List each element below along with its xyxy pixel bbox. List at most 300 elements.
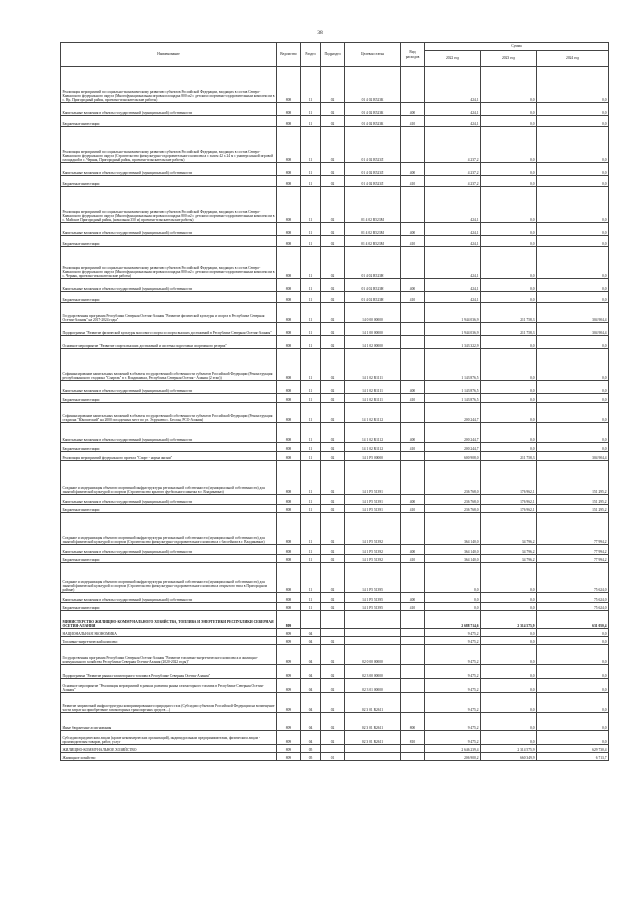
cell-vid-rashodov: 400 (401, 163, 425, 176)
cell-vid-rashodov: 410 (401, 292, 425, 303)
cell-vedomstvo: 808 (277, 403, 301, 423)
cell-2023: 0,0 (481, 603, 537, 611)
cell-vedomstvo: 809 (277, 693, 301, 713)
cell-2022: 424,1 (425, 247, 481, 279)
table-row (61, 127, 609, 163)
cell-celevaya-statya: 02 3 01 R2611 (345, 713, 401, 731)
cell-razdel: 11 (301, 452, 321, 461)
cell-podrazdel: 02 (321, 637, 345, 645)
cell-name: НАЦИОНАЛЬНАЯ ЭКОНОМИКА (61, 629, 277, 637)
cell-2022: 0,0 (425, 603, 481, 611)
cell-razdel: 11 (301, 303, 321, 323)
header-year-2023: 2023 год (481, 51, 537, 67)
cell-2024: 0,0 (537, 163, 609, 176)
cell-vedomstvo: 808 (277, 563, 301, 593)
cell-razdel: 05 (301, 745, 321, 753)
cell-2022: 200 244,7 (425, 403, 481, 423)
cell-name: МИНИСТЕРСТВО ЖИЛИЩНО-КОММУНАЛЬНОГО ХОЗЯЙСТВА, ТОПЛИВА И ЭНЕРГЕТИКИ РЕСПУБЛИКИ СЕВЕРНАЯ ОСЕТИЯ-АЛАНИЯ (61, 611, 277, 629)
cell-vid-rashodov: 410 (401, 603, 425, 611)
cell-2023: 0,0 (481, 629, 537, 637)
table-row (61, 336, 609, 349)
cell-2022: 424,1 (425, 187, 481, 223)
table-row (61, 461, 609, 495)
cell-name: Реализация мероприятий по социально-экономическому развитию субъектов Российской Федерации, входящих в состав Северо-Кавказского федерального округа (Строительство физкультурно-оздоровительного комплекса с залом 42 х 24 м с универсальной игровой площадкой в с. Черняк, Пригородный район, проектно-изыскательские работы) (61, 127, 277, 163)
table-row (61, 279, 609, 292)
cell-name: Иные бюджетные ассигнования (61, 713, 277, 731)
cell-vid-rashodov (401, 303, 425, 323)
table-row (61, 452, 609, 461)
cell-podrazdel: 02 (321, 127, 345, 163)
cell-2024: 77 994,2 (537, 545, 609, 555)
table-row (61, 745, 609, 753)
cell-vid-rashodov: 410 (401, 555, 425, 563)
cell-2024: 151 295,2 (537, 505, 609, 513)
table-row (61, 593, 609, 603)
cell-razdel: 11 (301, 323, 321, 336)
table-row (61, 693, 609, 713)
cell-podrazdel: 02 (321, 303, 345, 323)
cell-celevaya-statya: 14 1 02 00000 (345, 336, 401, 349)
cell-razdel: 11 (301, 223, 321, 236)
cell-2023: 0,0 (481, 731, 537, 745)
cell-2022: 424,1 (425, 103, 481, 116)
cell-2024: 0,0 (537, 336, 609, 349)
cell-razdel (301, 611, 321, 629)
cell-2023: 0,0 (481, 103, 537, 116)
cell-2023: 0,0 (481, 679, 537, 693)
cell-2023: 0,0 (481, 713, 537, 731)
cell-vid-rashodov (401, 563, 425, 593)
cell-vedomstvo: 808 (277, 303, 301, 323)
table-row (61, 381, 609, 394)
cell-podrazdel: 02 (321, 394, 345, 403)
cell-name: Капитальные вложения в объекты государственной (муниципальной) собственности (61, 423, 277, 443)
cell-razdel: 04 (301, 637, 321, 645)
cell-2024: 77 994,2 (537, 555, 609, 563)
cell-celevaya-statya (345, 753, 401, 761)
cell-podrazdel: 02 (321, 176, 345, 187)
cell-vid-rashodov (401, 629, 425, 637)
cell-razdel: 11 (301, 403, 321, 423)
cell-name: ЖИЛИЩНО-КОММУНАЛЬНОЕ ХОЗЯЙСТВО (61, 745, 277, 753)
cell-2024: 0,0 (537, 187, 609, 223)
cell-2022: 1 944 036,9 (425, 323, 481, 336)
cell-podrazdel: 02 (321, 713, 345, 731)
cell-name: Бюджетные инвестиции (61, 505, 277, 513)
cell-2024: 0,0 (537, 292, 609, 303)
table-row (61, 187, 609, 223)
cell-name: Бюджетные инвестиции (61, 292, 277, 303)
cell-vedomstvo: 808 (277, 505, 301, 513)
cell-podrazdel: 02 (321, 513, 345, 545)
cell-2022: 424,1 (425, 236, 481, 247)
cell-2022: 1 343 322,9 (425, 336, 481, 349)
table-row (61, 394, 609, 403)
table-row (61, 323, 609, 336)
cell-vedomstvo: 809 (277, 629, 301, 637)
table-row (61, 349, 609, 381)
cell-vid-rashodov (401, 127, 425, 163)
cell-razdel: 11 (301, 461, 321, 495)
table-row (61, 513, 609, 545)
cell-vedomstvo: 809 (277, 665, 301, 679)
cell-vedomstvo: 808 (277, 292, 301, 303)
table-row (61, 637, 609, 645)
cell-2022: 1 143 876,5 (425, 349, 481, 381)
cell-celevaya-statya: 02 3 00 00000 (345, 665, 401, 679)
cell-2023: 0,0 (481, 236, 537, 247)
cell-2024: 0,0 (537, 423, 609, 443)
cell-razdel: 11 (301, 505, 321, 513)
cell-name: Государственная программа Республики Северная Осетия-Алания "Развитие топливно-энергетического комплекса и жилищно-коммунального хозяйства Республики Северная Осетия-Алания (2020-2022 годы)" (61, 645, 277, 665)
cell-2023: 2 314 575,9 (481, 611, 537, 629)
cell-2022: 206 900,2 (425, 753, 481, 761)
cell-2022: 364 140,0 (425, 545, 481, 555)
cell-2022: 4 237,2 (425, 163, 481, 176)
cell-2023: 2 314 575,9 (481, 745, 537, 753)
cell-podrazdel: 02 (321, 693, 345, 713)
cell-razdel: 11 (301, 443, 321, 452)
cell-vedomstvo: 808 (277, 127, 301, 163)
cell-2023: 211 758,3 (481, 323, 537, 336)
cell-2024: 0,0 (537, 731, 609, 745)
cell-podrazdel: 02 (321, 555, 345, 563)
table-row (61, 236, 609, 247)
table-row (61, 665, 609, 679)
cell-razdel: 11 (301, 103, 321, 116)
cell-celevaya-statya: 01 4 02 R523К (345, 103, 401, 116)
cell-vid-rashodov (401, 513, 425, 545)
table-row (61, 645, 609, 665)
cell-celevaya-statya: 01 4 02 R523Н (345, 292, 401, 303)
table-row (61, 629, 609, 637)
cell-celevaya-statya: 02 0 00 00000 (345, 645, 401, 665)
cell-name: Капитальные вложения в объекты государственной (муниципальной) собственности (61, 381, 277, 394)
cell-podrazdel (321, 629, 345, 637)
cell-podrazdel: 02 (321, 603, 345, 611)
cell-2022: 1 944 036,9 (425, 303, 481, 323)
cell-2024: 151 295,2 (537, 461, 609, 495)
cell-celevaya-statya: 01 4 02 R523Н (345, 247, 401, 279)
cell-2022: 424,1 (425, 116, 481, 127)
cell-celevaya-statya: 02 3 01 00000 (345, 679, 401, 693)
cell-vid-rashodov (401, 336, 425, 349)
cell-name: Реализация мероприятий по социально-экономическому развитию субъектов Российской Федерации, входящих в состав Северо-Кавказского федерального округа (Многофункциональная игровая площадка 800 м2 с детским спортивно-оздоровительным комплексом в с. Черняк, проектно-изыскательские работы) (61, 247, 277, 279)
cell-podrazdel: 02 (321, 292, 345, 303)
cell-2022: 424,1 (425, 292, 481, 303)
cell-vedomstvo: 808 (277, 223, 301, 236)
cell-2023: 0,0 (481, 349, 537, 381)
cell-vedomstvo: 809 (277, 645, 301, 665)
cell-celevaya-statya: 14 1 P5 51391 (345, 505, 401, 513)
cell-2024: 304 904,4 (537, 323, 609, 336)
cell-celevaya-statya: 14 1 00 00000 (345, 323, 401, 336)
cell-name: Софинансирование капитальных вложений в объекты государственной собственности субъектов Российской Федерации (Реконструкция стадиона "Юношеский" на 2000 посадочных мест по ул. Эсрукаева с. Беслан, РСО-Алания) (61, 403, 277, 423)
cell-vid-rashodov (401, 323, 425, 336)
cell-celevaya-statya: 14 0 00 00000 (345, 303, 401, 323)
table-row (61, 116, 609, 127)
cell-2022: 9 475,2 (425, 693, 481, 713)
cell-2022: 9 475,2 (425, 645, 481, 665)
cell-podrazdel: 02 (321, 116, 345, 127)
cell-2024: 0,0 (537, 176, 609, 187)
cell-razdel: 11 (301, 279, 321, 292)
cell-razdel: 11 (301, 236, 321, 247)
cell-celevaya-statya (345, 611, 401, 629)
cell-2024: 75 624,0 (537, 593, 609, 603)
cell-razdel: 11 (301, 603, 321, 611)
cell-2023: 0,0 (481, 67, 537, 103)
cell-vedomstvo: 808 (277, 394, 301, 403)
cell-podrazdel: 02 (321, 545, 345, 555)
cell-podrazdel: 02 (321, 505, 345, 513)
cell-2023: 0,0 (481, 381, 537, 394)
cell-2023: 0,0 (481, 645, 537, 665)
cell-podrazdel: 02 (321, 443, 345, 452)
cell-podrazdel: 02 (321, 403, 345, 423)
cell-celevaya-statya (345, 745, 401, 753)
table-row (61, 292, 609, 303)
table-row (61, 103, 609, 116)
table-row (61, 247, 609, 279)
cell-2023: 0,0 (481, 176, 537, 187)
cell-podrazdel: 02 (321, 452, 345, 461)
cell-2023: 0,0 (481, 637, 537, 645)
cell-vedomstvo: 808 (277, 461, 301, 495)
cell-2022: 424,1 (425, 279, 481, 292)
cell-podrazdel: 02 (321, 163, 345, 176)
cell-vid-rashodov: 410 (401, 116, 425, 127)
cell-vid-rashodov (401, 637, 425, 645)
cell-vid-rashodov (401, 745, 425, 753)
cell-podrazdel: 02 (321, 679, 345, 693)
cell-2022: 236 768,0 (425, 495, 481, 505)
cell-vedomstvo: 808 (277, 349, 301, 381)
table-row (61, 303, 609, 323)
cell-name: Капитальные вложения в объекты государственной (муниципальной) собственности (61, 163, 277, 176)
cell-vedomstvo: 808 (277, 593, 301, 603)
cell-2023: 0,0 (481, 394, 537, 403)
cell-name: Создание и модернизация объектов спортивной инфраструктуры региональной собственности (муниципальной собственности) для занятий физической культурой и спортом (Строительство физкультурно-оздоровительного комплекса с бассейном в г. Владикавказ) (61, 513, 277, 545)
cell-vedomstvo: 808 (277, 279, 301, 292)
cell-razdel: 04 (301, 665, 321, 679)
cell-2024: 0,0 (537, 693, 609, 713)
table-row (61, 443, 609, 452)
cell-vid-rashodov: 400 (401, 593, 425, 603)
cell-razdel: 05 (301, 753, 321, 761)
cell-celevaya-statya: 14 1 P5 51391 (345, 461, 401, 495)
cell-celevaya-statya: 14 1 02 R1112 (345, 423, 401, 443)
cell-name: Капитальные вложения в объекты государственной (муниципальной) собственности (61, 223, 277, 236)
table-row (61, 403, 609, 423)
cell-name: Подпрограмма "Развитие физической культуры массового спорта и спорта высших достижений в Республике Северная Осетия-Алания" (61, 323, 277, 336)
cell-2022: 2 646 239,4 (425, 745, 481, 753)
cell-2022: 4 237,2 (425, 176, 481, 187)
cell-2022: 0,0 (425, 593, 481, 603)
cell-vid-rashodov: 400 (401, 223, 425, 236)
cell-vid-rashodov: 800 (401, 713, 425, 731)
cell-razdel: 11 (301, 67, 321, 103)
table-row (61, 555, 609, 563)
cell-celevaya-statya: 14 1 02 R1111 (345, 394, 401, 403)
cell-vedomstvo: 808 (277, 116, 301, 127)
cell-razdel: 04 (301, 731, 321, 745)
cell-vedomstvo: 808 (277, 381, 301, 394)
cell-2024: 0,0 (537, 223, 609, 236)
cell-celevaya-statya: 14 1 P5 51391 (345, 495, 401, 505)
cell-vedomstvo: 808 (277, 513, 301, 545)
cell-2022: 0,0 (425, 563, 481, 593)
cell-razdel: 11 (301, 555, 321, 563)
cell-razdel: 04 (301, 679, 321, 693)
cell-2024: 629 730,4 (537, 745, 609, 753)
cell-2023: 0,0 (481, 187, 537, 223)
cell-vid-rashodov: 400 (401, 103, 425, 116)
cell-vid-rashodov (401, 679, 425, 693)
cell-vid-rashodov (401, 187, 425, 223)
cell-2023: 176 962,1 (481, 495, 537, 505)
cell-razdel: 11 (301, 336, 321, 349)
cell-podrazdel: 02 (321, 563, 345, 593)
table-row (61, 713, 609, 731)
cell-name: Капитальные вложения в объекты государственной (муниципальной) собственности (61, 103, 277, 116)
table-row (61, 505, 609, 513)
cell-vid-rashodov: 400 (401, 545, 425, 555)
cell-razdel: 11 (301, 163, 321, 176)
cell-vid-rashodov: 400 (401, 279, 425, 292)
cell-celevaya-statya: 01 4 02 R523М (345, 223, 401, 236)
cell-name: Бюджетные инвестиции (61, 176, 277, 187)
cell-name: Бюджетные инвестиции (61, 236, 277, 247)
cell-2022: 424,1 (425, 67, 481, 103)
cell-2024: 0,0 (537, 127, 609, 163)
cell-name: Реализация мероприятий по социально-экономическому развитию субъектов Российской Федерации, входящих в состав Северо-Кавказского федерального округа (Многофункциональная игровая площадка 800 м2 с детским спортивно-оздоровительным комплексом в с. Майское Пригородный район, (начальная 350 м) проектно-изыскательские работы) (61, 187, 277, 223)
cell-vid-rashodov (401, 665, 425, 679)
cell-celevaya-statya: 14 1 02 R1111 (345, 381, 401, 394)
cell-razdel: 04 (301, 629, 321, 637)
cell-2023: 0,0 (481, 336, 537, 349)
cell-2023: 176 962,1 (481, 461, 537, 495)
cell-2022: 364 140,0 (425, 555, 481, 563)
cell-vedomstvo: 808 (277, 236, 301, 247)
header-summa: Сумма (425, 43, 609, 51)
cell-vid-rashodov: 410 (401, 236, 425, 247)
table-row (61, 563, 609, 593)
cell-vid-rashodov: 400 (401, 495, 425, 505)
cell-2023: 0,0 (481, 593, 537, 603)
cell-2023: 0,0 (481, 403, 537, 423)
cell-celevaya-statya: 14 1 P5 51392 (345, 555, 401, 563)
cell-razdel: 11 (301, 127, 321, 163)
cell-vedomstvo: 809 (277, 713, 301, 731)
cell-name: Подпрограмма "Развитие рынка газомоторного топлива в Республике Северная Осетия-Алания" (61, 665, 277, 679)
cell-vedomstvo: 808 (277, 336, 301, 349)
cell-2024: 0,0 (537, 403, 609, 423)
cell-2023: 34 796,2 (481, 555, 537, 563)
header-razdel: Раздел (301, 43, 321, 67)
cell-celevaya-statya: 14 1 02 R1112 (345, 443, 401, 452)
header-vid-rashodov: Вид расходов (401, 43, 425, 67)
cell-razdel: 11 (301, 292, 321, 303)
cell-podrazdel: 02 (321, 423, 345, 443)
header-name: Наименование (61, 43, 277, 67)
cell-name: Бюджетные инвестиции (61, 603, 277, 611)
cell-razdel: 11 (301, 116, 321, 127)
cell-2024: 75 624,0 (537, 563, 609, 593)
cell-vid-rashodov (401, 461, 425, 495)
cell-vedomstvo: 808 (277, 176, 301, 187)
cell-2022: 1 143 876,5 (425, 394, 481, 403)
cell-2022: 200 244,7 (425, 443, 481, 452)
cell-2024: 0,0 (537, 67, 609, 103)
header-year-2022: 2022 год (425, 51, 481, 67)
cell-name: Капитальные вложения в объекты государственной (муниципальной) собственности (61, 495, 277, 505)
cell-2023: 0,0 (481, 443, 537, 452)
cell-celevaya-statya: 01 4 02 R523Л (345, 163, 401, 176)
cell-2024: 631 050,4 (537, 611, 609, 629)
cell-name: Создание и модернизация объектов спортивной инфраструктуры региональной собственности (муниципальной собственности) для занятий физической культурой и спортом (Строительство физкультурно-оздоровительного комплекса открытого типа в Пригородном районе) (61, 563, 277, 593)
cell-2024: 0,0 (537, 103, 609, 116)
cell-razdel: 04 (301, 693, 321, 713)
cell-vid-rashodov (401, 753, 425, 761)
cell-2022: 200 244,7 (425, 423, 481, 443)
cell-2024: 0,0 (537, 349, 609, 381)
cell-celevaya-statya: 14 1 P5 51395 (345, 603, 401, 611)
cell-celevaya-statya (345, 637, 401, 645)
table-row (61, 163, 609, 176)
cell-vedomstvo: 808 (277, 423, 301, 443)
cell-vid-rashodov: 410 (401, 176, 425, 187)
cell-2024: 0,0 (537, 679, 609, 693)
cell-razdel: 11 (301, 176, 321, 187)
cell-2023: 0,0 (481, 116, 537, 127)
cell-podrazdel: 02 (321, 187, 345, 223)
cell-name: Бюджетные инвестиции (61, 116, 277, 127)
table-row (61, 753, 609, 761)
cell-podrazdel: 02 (321, 336, 345, 349)
cell-name: Субсидии юридическим лицам (кроме некоммерческих организаций), индивидуальным предпринимателям, физическим лицам - производителям товаров, работ, услуг (61, 731, 277, 745)
cell-2024: 0,0 (537, 637, 609, 645)
cell-razdel: 04 (301, 645, 321, 665)
cell-vid-rashodov (401, 452, 425, 461)
cell-vedomstvo: 808 (277, 443, 301, 452)
cell-2022: 9 475,2 (425, 731, 481, 745)
cell-2024: 0,0 (537, 665, 609, 679)
cell-2024: 6 713,7 (537, 753, 609, 761)
cell-vedomstvo: 808 (277, 323, 301, 336)
cell-2022: 424,1 (425, 223, 481, 236)
cell-podrazdel: 02 (321, 247, 345, 279)
cell-2022: 9 475,2 (425, 629, 481, 637)
cell-2023: 0,0 (481, 292, 537, 303)
cell-celevaya-statya: 01 4 02 R523К (345, 67, 401, 103)
cell-celevaya-statya: 01 4 02 R523Л (345, 127, 401, 163)
budget-table (60, 42, 609, 761)
cell-2024: 0,0 (537, 443, 609, 452)
cell-vid-rashodov (401, 349, 425, 381)
cell-2022: 236 768,0 (425, 461, 481, 495)
cell-vid-rashodov (401, 67, 425, 103)
cell-podrazdel: 01 (321, 753, 345, 761)
table-row (61, 611, 609, 629)
cell-2023: 0,0 (481, 693, 537, 713)
cell-podrazdel: 02 (321, 665, 345, 679)
cell-vedomstvo: 808 (277, 555, 301, 563)
cell-vedomstvo: 808 (277, 452, 301, 461)
cell-podrazdel: 02 (321, 223, 345, 236)
cell-podrazdel (321, 745, 345, 753)
cell-2023: 0,0 (481, 247, 537, 279)
